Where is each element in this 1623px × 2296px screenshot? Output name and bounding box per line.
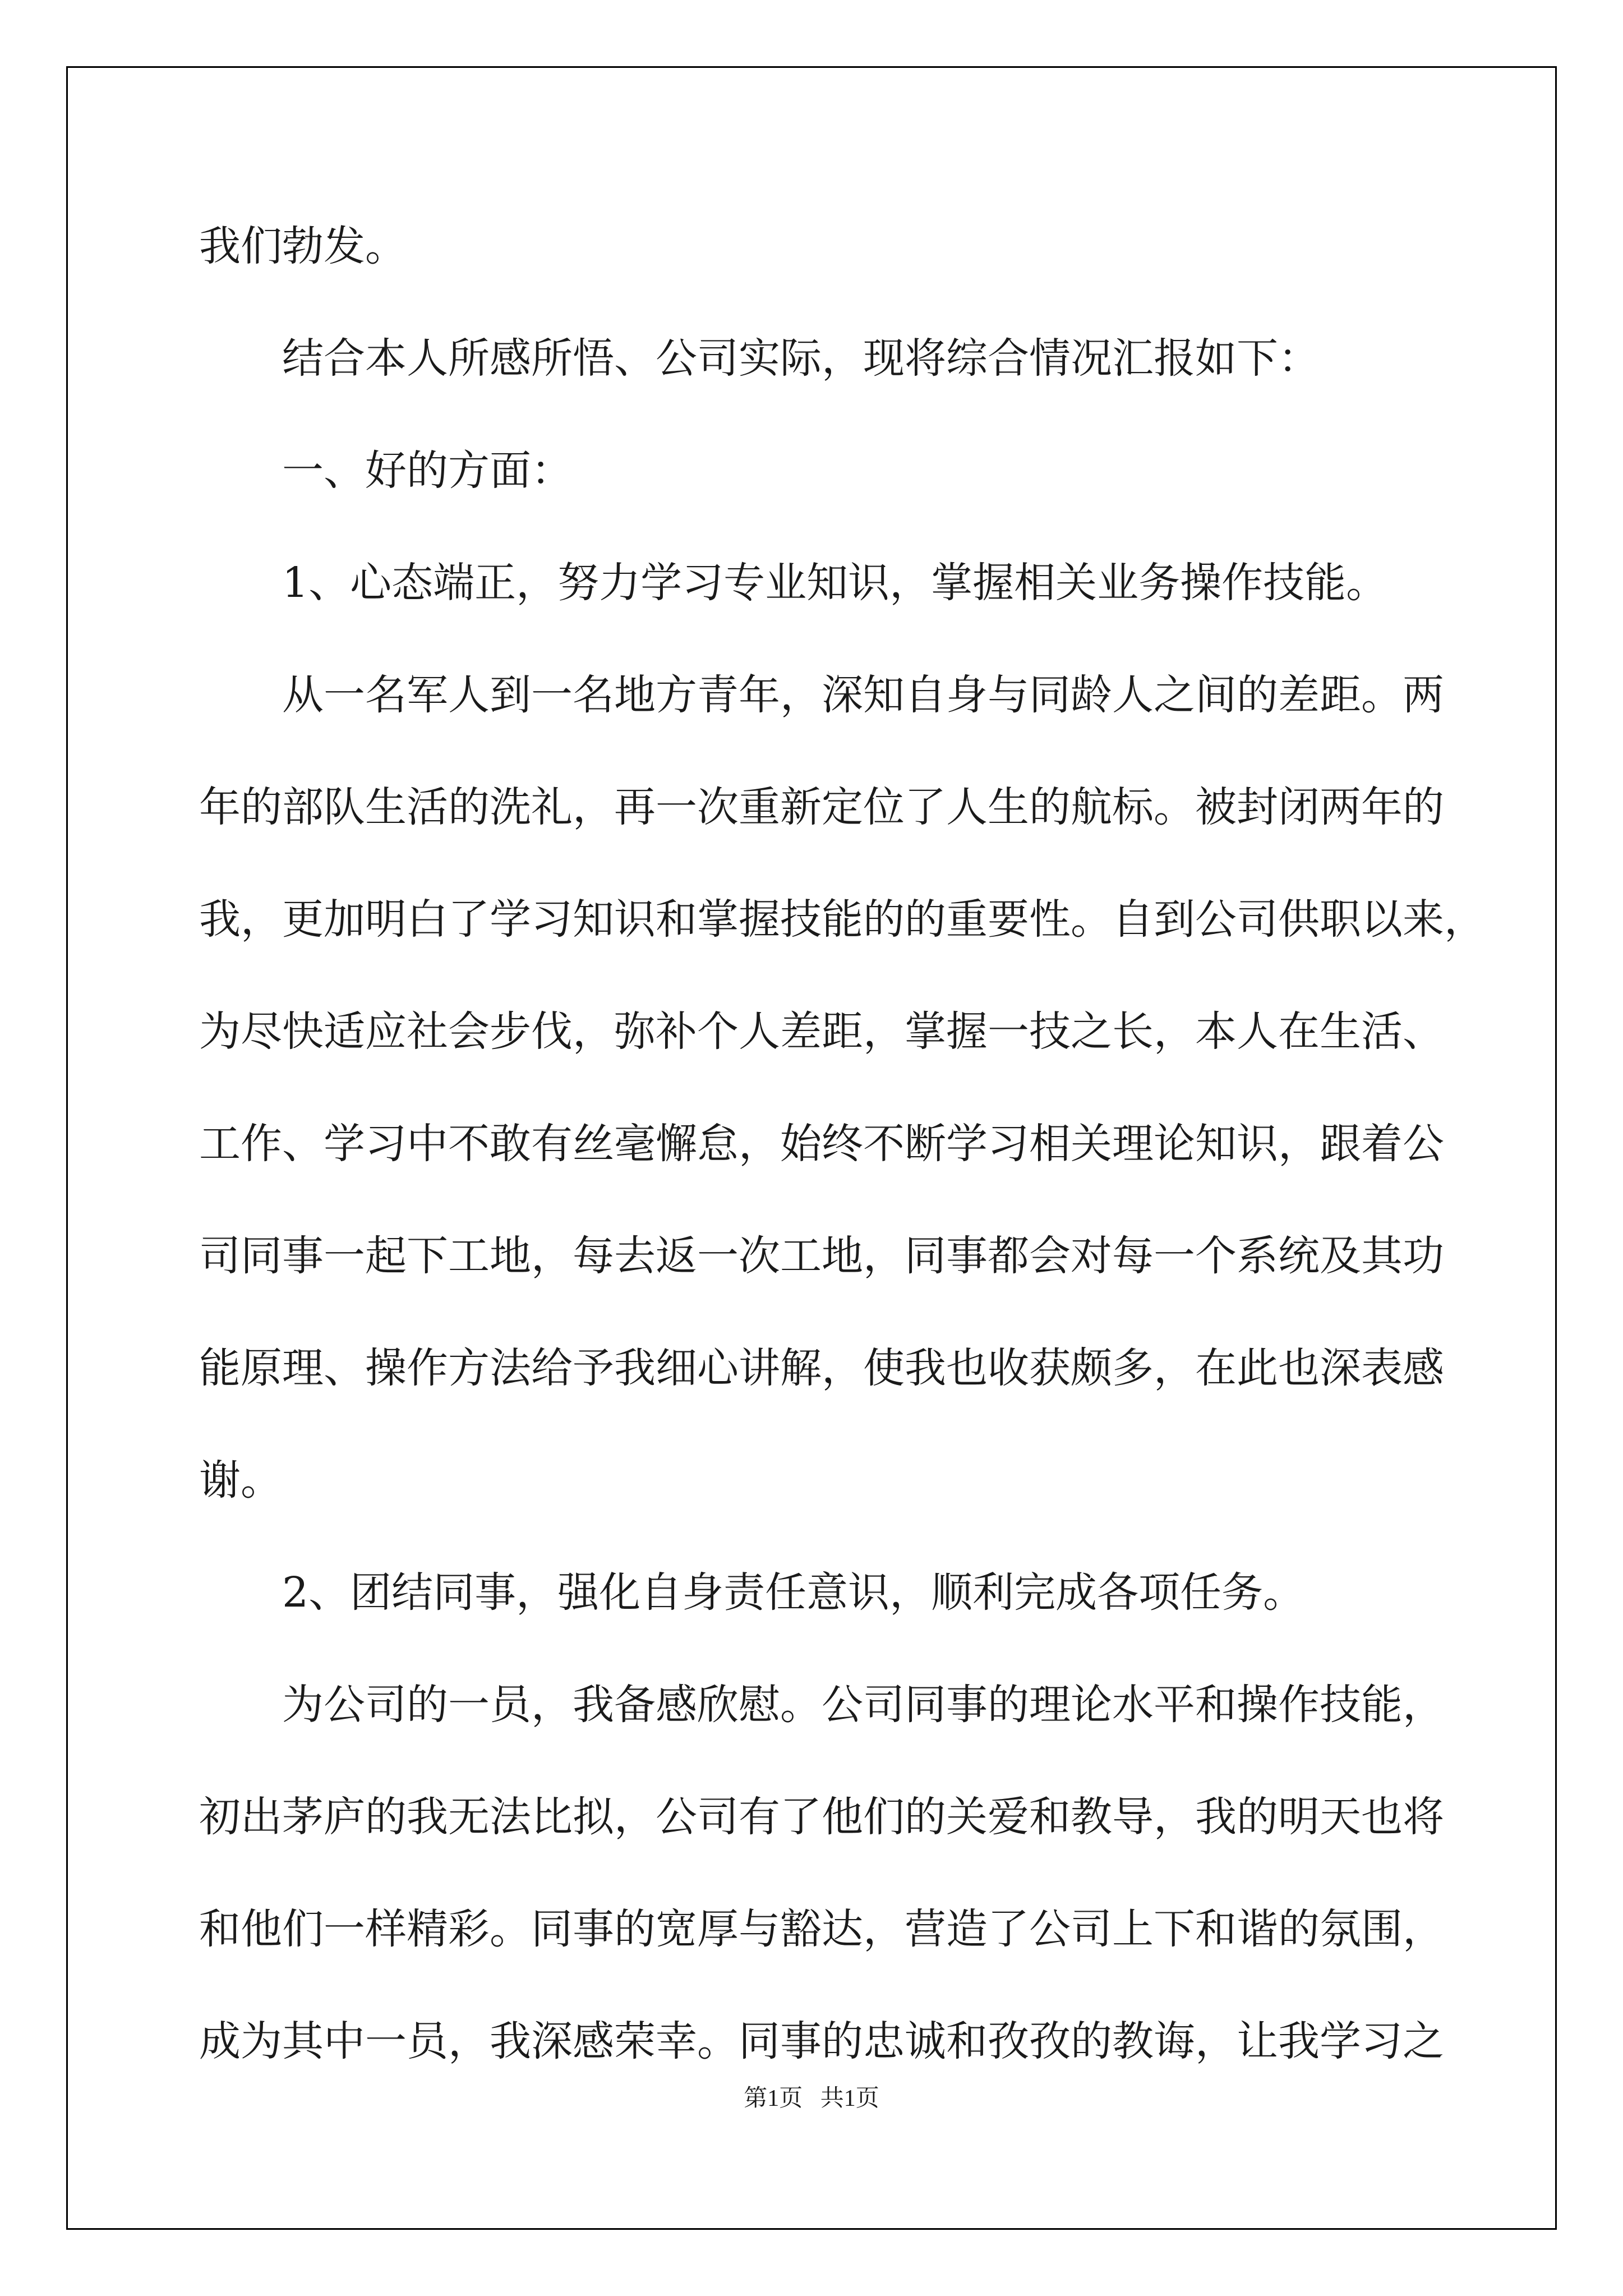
body-line-10: 司同事一起下工地，每去返一次工地，同事都会对每一个系统及其功: [199, 1232, 1444, 1280]
body-line-15: 初出茅庐的我无法比拟，公司有了他们的关爱和教导，我的明天也将: [199, 1793, 1444, 1841]
body-line-17: 成为其中一员，我深感荣幸。同事的忠诚和孜孜的教诲，让我学习之: [199, 2017, 1444, 2065]
body-line-7: 我，更加明白了学习知识和掌握技能的的重要性。自到公司供职以来，: [199, 895, 1486, 944]
body-line-9: 工作、学习中不敢有丝毫懈怠，始终不断学习相关理论知识，跟着公: [199, 1120, 1444, 1168]
body-line-16: 和他们一样精彩。同事的宽厚与豁达，营造了公司上下和谐的氛围，: [199, 1905, 1444, 1953]
body-line-6: 年的部队生活的洗礼，再一次重新定位了人生的航标。被封闭两年的: [199, 783, 1444, 831]
section-heading-good-aspects: 一、好的方面：: [282, 447, 573, 495]
body-line-2: 结合本人所感所悟、公司实际，现将综合情况汇报如下：: [282, 334, 1320, 383]
body-line-11: 能原理、操作方法给予我细心讲解，使我也收获颇多，在此也深表感: [199, 1344, 1444, 1392]
subheading-2: 2、团结同事，强化自身责任意识，顺利完成各项任务。: [282, 1568, 1305, 1617]
page-number-footer: 第1页 共1页: [744, 2086, 879, 2111]
body-line-14: 为公司的一员，我备感欣慰。公司同事的理论水平和操作技能，: [282, 1681, 1444, 1729]
body-line-5: 从一名军人到一名地方青年，深知自身与同龄人之间的差距。两: [282, 671, 1444, 719]
body-line-12: 谢。: [199, 1456, 282, 1504]
subheading-1: 1、心态端正，努力学习专业知识，掌握相关业务操作技能。: [282, 559, 1388, 607]
body-line-8: 为尽快适应社会步伐，弥补个人差距，掌握一技之长，本人在生活、: [199, 1007, 1444, 1056]
body-line-1: 我们勃发。: [199, 222, 407, 270]
